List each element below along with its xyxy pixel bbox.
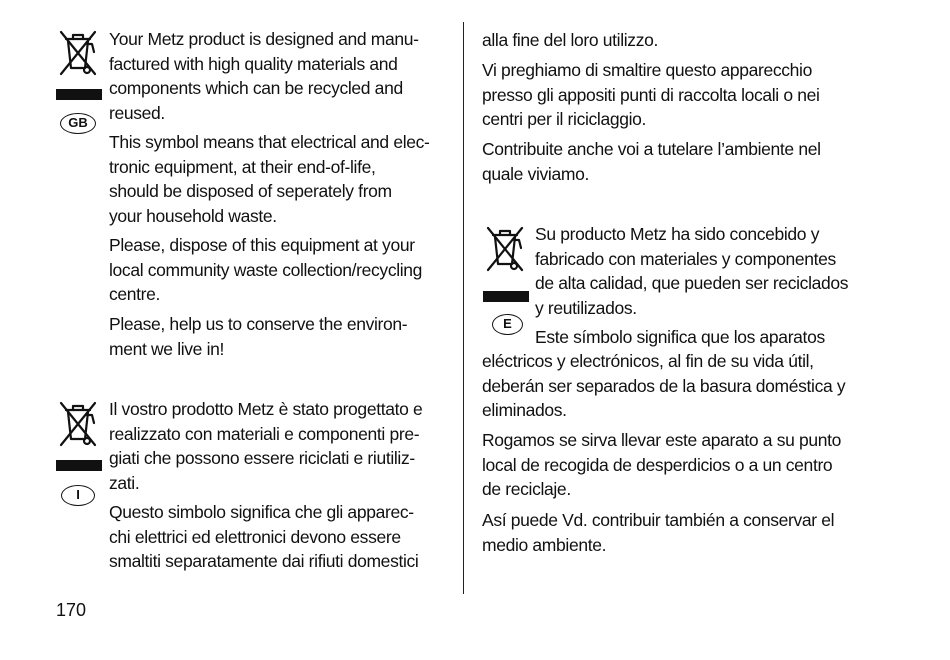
it-paragraph-2-continued: alla fine del loro utilizzo. bbox=[482, 30, 658, 50]
page-number: 170 bbox=[56, 600, 87, 620]
language-badge-gb: GB bbox=[60, 113, 96, 134]
it-paragraph-1: Il vostro prodotto Metz è stato progettato e realizzato con materiali e componenti pre- giati che possono essere riciclati e riutiliz- zati. bbox=[109, 399, 423, 493]
gb-paragraph-3: Please, dispose of this equipment at your local community waste collection/recycling centre. bbox=[109, 235, 423, 304]
black-bar bbox=[483, 291, 529, 302]
es-paragraph-1: Su producto Metz ha sido concebido y fabricado con materiales y componentes de alta calidad, que pueden ser reciclados y reutilizados. bbox=[535, 224, 849, 318]
language-badge-e: E bbox=[492, 314, 523, 335]
gb-paragraph-2: This symbol means that electrical and elec- tronic equipment, at their end-of-life, should be disposed of seperately from your household waste. bbox=[109, 132, 430, 226]
it-paragraph-2: Questo simbolo significa che gli apparec- chi elettrici ed elettronici devono essere smaltiti separatamente dai rifiuti domestici bbox=[109, 502, 419, 571]
it-paragraph-3: Vi preghiamo di smaltire questo apparecchio presso gli appositi punti di raccolta locali o nei centri per il riciclaggio. bbox=[482, 60, 820, 129]
es-paragraph-2-first-line: Este símbolo significa que los aparatos bbox=[535, 327, 825, 347]
gb-paragraph-1: Your Metz product is designed and manu- factured with high quality materials and components which can be recycled and reused. bbox=[109, 29, 419, 123]
column-divider bbox=[463, 22, 464, 594]
es-paragraph-2: eléctricos y electrónicos, al fin de su vida útil, deberán ser separados de la basura doméstica y eliminados. bbox=[482, 351, 846, 420]
it-paragraph-4: Contribuite anche voi a tutelare l’ambiente nel quale viviamo. bbox=[482, 139, 821, 184]
black-bar bbox=[56, 460, 102, 471]
language-badge-i: I bbox=[61, 485, 95, 506]
crossed-out-wheelie-bin-icon bbox=[56, 26, 100, 78]
crossed-out-wheelie-bin-icon bbox=[56, 397, 100, 449]
gb-paragraph-4: Please, help us to conserve the environ- ment we live in! bbox=[109, 314, 408, 359]
es-paragraph-4: Así puede Vd. contribuir también a conservar el medio ambiente. bbox=[482, 510, 835, 555]
es-paragraph-3: Rogamos se sirva llevar este aparato a su punto local de recogida de desperdicios o a un centro de reciclaje. bbox=[482, 430, 842, 499]
crossed-out-wheelie-bin-icon bbox=[483, 222, 527, 274]
black-bar bbox=[56, 89, 102, 100]
